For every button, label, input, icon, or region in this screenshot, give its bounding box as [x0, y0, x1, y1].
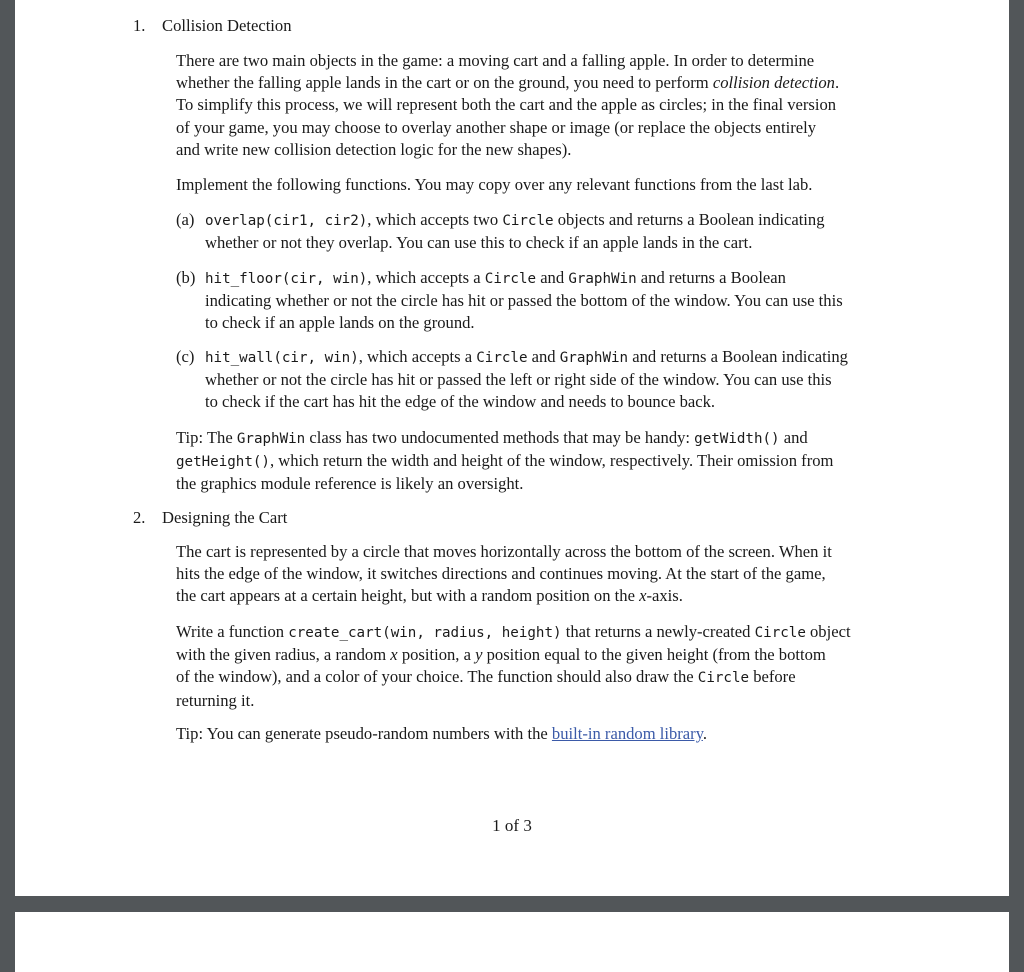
- section-2-number: 2.: [133, 508, 146, 527]
- item-a-marker: (a): [176, 210, 195, 229]
- section-2-tip: Tip: You can generate pseudo-random numbers with the built-in random library.: [176, 724, 708, 743]
- section-1-number: 1.: [133, 16, 146, 35]
- section-1-intro: [176, 50, 896, 161]
- section-1-tip: Tip: The GraphWin class has two undocumented methods that may be handy: getWidth() and getHeight(), which return the width and height of the window, respectively. Their omission from the graphics module reference is likely an oversight.: [176, 428, 834, 494]
- page-number: 1 of 3: [492, 816, 532, 835]
- code-overlap: overlap(cir1, cir2): [205, 213, 368, 229]
- item-c-marker: (c): [176, 347, 195, 366]
- random-library-link[interactable]: built-in random library: [551, 724, 703, 743]
- next-document-page: [15, 912, 1009, 972]
- section-1-title: Collision Detection: [162, 16, 292, 35]
- collision-detection-term: collision detection: [712, 73, 835, 93]
- item-a: overlap(cir1, cir2), which accepts two Circle objects and returns a Boolean indicating whether or not they overlap. You can use this to check if an apple lands in the cart.: [205, 210, 825, 253]
- intro-line-2: whether the falling apple lands in the cart or on the ground, you need to perform collision detection.: [176, 73, 840, 93]
- code-create-cart: create_cart(win, radius, height): [288, 625, 562, 641]
- item-c: hit_wall(cir, win), which accepts a Circle and GraphWin and returns a Boolean indicating whether or not the circle has hit or passed the left or right side of the window. You can use this to check if the cart has hit the edge of the window and needs to bounce back.: [205, 347, 848, 412]
- code-hit-floor: hit_floor(cir, win): [205, 271, 368, 287]
- implement-instruction: Implement the following functions. You may copy over any relevant functions from the last lab.: [176, 175, 813, 194]
- section-2-paragraph-1: The cart is represented by a circle that moves horizontally across the bottom of the screen. When it hits the edge of the window, it switches directions and continues moving. At the start of the game, the cart appears at a certain height, but with a random position on the x-axis.: [176, 542, 832, 606]
- section-2-title: Designing the Cart: [162, 508, 288, 527]
- intro-line-5: and write new collision detection logic for the new shapes).: [176, 139, 572, 159]
- item-b-marker: (b): [176, 268, 196, 287]
- code-hit-wall: hit_wall(cir, win): [205, 350, 359, 366]
- item-b: hit_floor(cir, win), which accepts a Circle and GraphWin and returns a Boolean indicating whether or not the circle has hit or passed the bottom of the window. You can use this to check if an apple lands on the ground.: [205, 268, 843, 333]
- intro-line-3: To simplify this process, we will represent both the cart and the apple as circles; in the final version: [176, 95, 837, 115]
- intro-line-4: of your game, you may choose to overlay another shape or image (or replace the objects entirely: [176, 117, 817, 137]
- section-2-paragraph-2: Write a function create_cart(win, radius, height) that returns a newly-created Circle object with the given radius, a random x position, a y position equal to the given height (from the bottom of the window), and a color of your choice. The function should also draw the Circle before returning it.: [176, 622, 851, 710]
- intro-line-1: There are two main objects in the game: a moving cart and a falling apple. In order to determine: [176, 51, 815, 70]
